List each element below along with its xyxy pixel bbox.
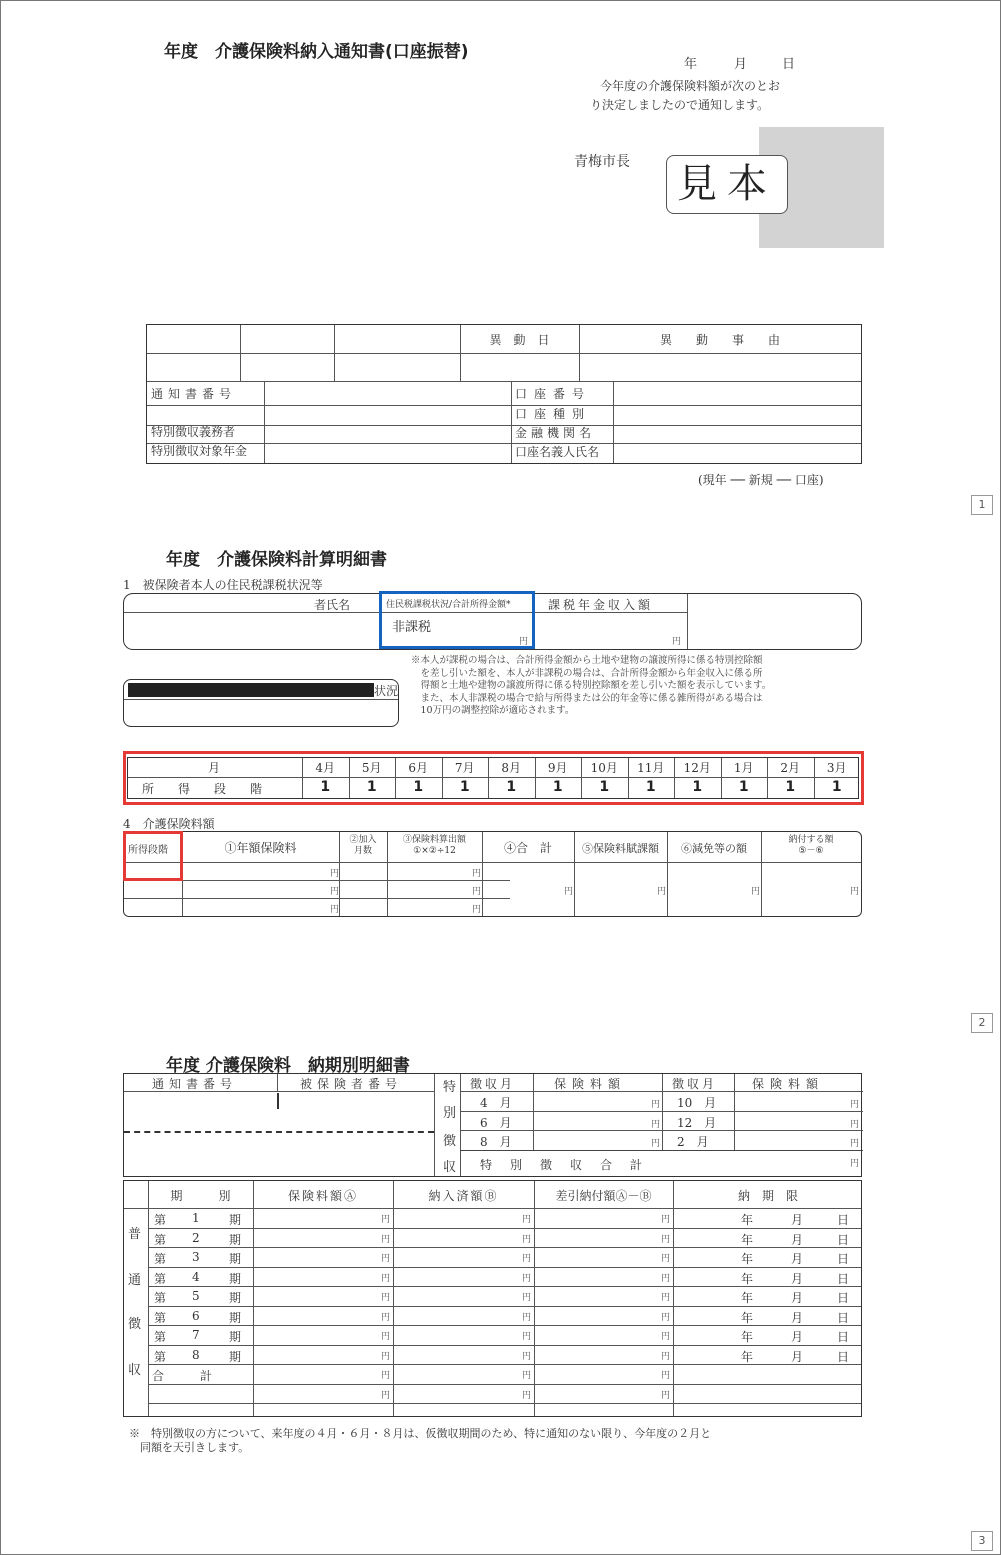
tax-note-line: 10万円の調整控除が適応されます。 bbox=[411, 705, 575, 716]
deadline-m: 月 bbox=[791, 1330, 804, 1344]
yen-mark: 円 bbox=[381, 1293, 391, 1303]
yen-mark: 円 bbox=[661, 1332, 671, 1342]
yen-mark: 円 bbox=[661, 1293, 671, 1303]
yen-mark: 円 bbox=[850, 1159, 860, 1169]
deadline-d: 日 bbox=[837, 1252, 850, 1266]
fee-carry-header: ⑤保険料賦課額 bbox=[582, 842, 659, 855]
special-month-8: 8 月 bbox=[480, 1135, 512, 1149]
tax-note-line: ※本人が課税の場合は、合計所得金額から土地や建物の譲渡所得に係る特別控除額 bbox=[411, 655, 763, 666]
special-side-label: 特 bbox=[443, 1080, 457, 1095]
yen-mark: 円 bbox=[330, 869, 340, 879]
row-divider bbox=[148, 1228, 861, 1229]
yen-mark: 円 bbox=[522, 1215, 532, 1225]
change-reason-header: 異 動 事 由 bbox=[659, 333, 780, 347]
notice-message-line1: 今年度の介護保険料額が次のとお bbox=[600, 79, 781, 93]
deadline-d: 日 bbox=[837, 1271, 850, 1286]
special-side-label: 収 bbox=[443, 1160, 457, 1175]
period-label-dai: 第 bbox=[154, 1271, 167, 1286]
deadline-m: 月 bbox=[791, 1291, 804, 1305]
income-stage-value: 1 bbox=[785, 779, 796, 795]
deadline-d: 日 bbox=[837, 1310, 850, 1325]
notice-title: 年度 介護保険料納入通知書(口座振替) bbox=[164, 42, 469, 62]
yen-mark: 円 bbox=[522, 1293, 532, 1303]
special-collection-table bbox=[123, 1073, 862, 1177]
yen-mark: 円 bbox=[850, 887, 860, 897]
tax-note bbox=[411, 655, 771, 718]
row-divider bbox=[148, 1345, 861, 1346]
row-divider bbox=[148, 1286, 861, 1287]
month-header: 5月 bbox=[361, 761, 382, 775]
page-marker-1: 1 bbox=[971, 495, 993, 515]
normal-paid-header: 納入済額Ⓑ bbox=[428, 1189, 499, 1203]
month-header: 4月 bbox=[315, 761, 336, 775]
yen-mark: 円 bbox=[522, 1312, 532, 1323]
yen-mark: 円 bbox=[381, 1234, 391, 1245]
redacted-bar bbox=[128, 683, 374, 697]
period-label-n: 1 bbox=[192, 1211, 200, 1225]
notice-number-label: 通知書番号 bbox=[151, 387, 237, 401]
yen-mark: 円 bbox=[381, 1215, 391, 1225]
month-header: 6月 bbox=[408, 761, 429, 775]
tax-note-line: 得額と土地や建物の譲渡所得に係る特別控除額を差し引いた額を表示しています。 bbox=[411, 680, 772, 691]
month-header: 9月 bbox=[547, 761, 568, 775]
yen-mark: 円 bbox=[651, 1139, 661, 1149]
income-stage-value: 1 bbox=[831, 779, 842, 795]
income-stage-value: 1 bbox=[599, 779, 610, 795]
period-label-n: 3 bbox=[192, 1250, 200, 1264]
period-label-ki: 期 bbox=[229, 1232, 242, 1247]
row-divider bbox=[148, 1267, 861, 1268]
period-label-ki: 期 bbox=[229, 1349, 242, 1364]
yen-mark: 円 bbox=[381, 1371, 391, 1381]
row-divider bbox=[148, 1364, 861, 1365]
special-month-4: 4 月 bbox=[480, 1096, 512, 1110]
period-label-n: 6 bbox=[192, 1308, 200, 1323]
pension-income-header: 課税年金収入額 bbox=[548, 598, 654, 612]
month-header: 8月 bbox=[501, 761, 522, 775]
yen-mark: 円 bbox=[381, 1390, 391, 1401]
yen-mark: 円 bbox=[661, 1273, 671, 1284]
sample-stamp: 見本 bbox=[666, 155, 788, 214]
deadline-m: 月 bbox=[791, 1252, 804, 1266]
deadline-m: 月 bbox=[791, 1271, 804, 1286]
bank-name-label: 金融機関名 bbox=[515, 426, 596, 440]
period-label-dai: 第 bbox=[154, 1252, 167, 1266]
fee-calc-header-line2: ①×②÷12 bbox=[413, 846, 456, 856]
yen-mark: 円 bbox=[657, 887, 667, 897]
fee-calc-header bbox=[387, 835, 482, 857]
yen-mark: 円 bbox=[661, 1215, 671, 1225]
page-marker-2: 2 bbox=[971, 1013, 993, 1033]
account-number-label: 口座番号 bbox=[515, 387, 592, 401]
stage-table-highlight bbox=[123, 751, 864, 805]
fee-pay-header-line2: ⑤－⑥ bbox=[798, 846, 824, 856]
special-total-label: 特 別 徴 収 合 計 bbox=[480, 1158, 646, 1172]
account-type-label: 口座種別 bbox=[515, 407, 592, 421]
month-header: 1月 bbox=[733, 761, 754, 775]
stage-header-highlight bbox=[123, 831, 183, 881]
month-header: 12月 bbox=[683, 761, 711, 775]
yen-mark: 円 bbox=[381, 1351, 391, 1362]
fee-calc-header-line1: ③保険料算出額 bbox=[402, 835, 466, 845]
deadline-y: 年 bbox=[741, 1349, 754, 1364]
deadline-d: 日 bbox=[837, 1291, 850, 1305]
yen-mark: 円 bbox=[850, 1120, 860, 1130]
notice-date-day: 日 bbox=[782, 57, 796, 72]
deadline-d: 日 bbox=[837, 1232, 850, 1247]
period-label-ki: 期 bbox=[229, 1271, 242, 1286]
notice-info-table bbox=[146, 324, 862, 464]
special-side-label: 別 bbox=[443, 1106, 457, 1121]
period-label-n: 2 bbox=[192, 1230, 200, 1245]
yen-mark: 円 bbox=[381, 1254, 391, 1264]
yen-mark: 円 bbox=[472, 869, 482, 879]
footer-note-line2: 同額を天引きします。 bbox=[129, 1441, 250, 1454]
calc-section4-heading: 4 介護保険料額 bbox=[123, 817, 215, 831]
notice-message-line2: り決定しましたので通知します。 bbox=[590, 98, 770, 112]
income-stage-value: 1 bbox=[692, 779, 703, 795]
special-side-label: 徴 bbox=[443, 1134, 457, 1149]
normal-side-label: 徴 bbox=[128, 1317, 142, 1332]
yen-mark: 円 bbox=[522, 1254, 532, 1264]
yen-mark: 円 bbox=[850, 1139, 860, 1149]
yen-mark: 円 bbox=[522, 1351, 532, 1362]
special-month-10: 10 月 bbox=[677, 1096, 717, 1110]
household-status-label: 状況 bbox=[374, 684, 399, 698]
fee-pay-header bbox=[761, 835, 861, 857]
fee-months-header bbox=[339, 835, 387, 857]
deadline-y: 年 bbox=[741, 1252, 754, 1266]
income-stage-value: 1 bbox=[366, 779, 377, 795]
normal-balance-header: 差引納付額Ⓐ－Ⓑ bbox=[555, 1189, 652, 1203]
normal-total-label: 合 計 bbox=[152, 1369, 213, 1383]
deadline-y: 年 bbox=[741, 1271, 754, 1286]
month-header: 3月 bbox=[826, 761, 847, 775]
yen-mark: 円 bbox=[472, 905, 482, 915]
yen-mark: 円 bbox=[651, 1120, 661, 1130]
mayor-name: 青梅市長 bbox=[574, 154, 630, 170]
normal-side-label: 収 bbox=[128, 1363, 142, 1378]
fee-reduction-header: ⑥減免等の額 bbox=[681, 842, 747, 855]
insured-name-header: 者氏名 bbox=[314, 598, 351, 612]
period-label-ki: 期 bbox=[229, 1291, 242, 1305]
deadline-y: 年 bbox=[741, 1213, 754, 1227]
special-amount-header-2: 保険料額 bbox=[752, 1077, 825, 1091]
tax-note-line: を差し引いた額を、本人が非課税の場合は、合計所得金額から年金収入に係る所 bbox=[411, 667, 763, 679]
normal-fee-header: 保険料額Ⓐ bbox=[287, 1189, 358, 1203]
income-stage-value: 1 bbox=[506, 779, 517, 795]
stage-row-label: 所 得 段 階 bbox=[142, 782, 269, 796]
tax-status-value: 非課税 bbox=[392, 620, 432, 635]
deadline-m: 月 bbox=[791, 1310, 804, 1325]
deadline-y: 年 bbox=[741, 1330, 754, 1344]
special-month-12: 12 月 bbox=[677, 1116, 717, 1130]
row-divider bbox=[124, 1208, 861, 1209]
deadline-y: 年 bbox=[741, 1291, 754, 1305]
notice-date-month: 月 bbox=[734, 57, 748, 72]
yen-mark: 円 bbox=[522, 1234, 532, 1245]
page-marker-3: 3 bbox=[971, 1531, 993, 1551]
fee-table bbox=[123, 831, 862, 917]
deadline-m: 月 bbox=[791, 1213, 804, 1227]
months-row-label: 月 bbox=[208, 761, 221, 775]
account-holder-label: 口座名義人氏名 bbox=[515, 445, 600, 459]
tax-status-header: 住民税課税状況/合計所得金額* bbox=[386, 600, 511, 610]
tax-note-line: また、本人非課税の場合で給与所得または公的年金等に係る雑所得がある場合は bbox=[411, 692, 763, 704]
special-amount-header: 保険料額 bbox=[554, 1077, 627, 1091]
yen-mark: 円 bbox=[661, 1371, 671, 1381]
month-header: 7月 bbox=[454, 761, 475, 775]
tax-status-yen: 円 bbox=[519, 637, 529, 647]
deadline-d: 日 bbox=[837, 1349, 850, 1364]
period-label-dai: 第 bbox=[154, 1213, 167, 1227]
yen-mark: 円 bbox=[330, 887, 340, 897]
normal-deadline-header: 納 期 限 bbox=[737, 1189, 798, 1203]
row-divider bbox=[148, 1306, 861, 1307]
deadline-y: 年 bbox=[741, 1232, 754, 1247]
schedule-insured-no-label: 被保険者番号 bbox=[300, 1077, 403, 1091]
month-header: 10月 bbox=[590, 761, 618, 775]
normal-period-header: 期 別 bbox=[170, 1189, 231, 1203]
period-label-n: 7 bbox=[192, 1328, 200, 1342]
schedule-title: 年度 介護保険料 納期別明細書 bbox=[166, 1056, 410, 1076]
notice-footnote: (現年 ── 新規 ── 口座) bbox=[698, 473, 824, 487]
schedule-notice-no-label: 通知書番号 bbox=[152, 1077, 238, 1091]
tax-status-highlight bbox=[379, 591, 535, 649]
fee-pay-header-line1: 納付する額 bbox=[788, 835, 834, 845]
yen-mark: 円 bbox=[522, 1273, 532, 1284]
normal-collection-table bbox=[123, 1180, 862, 1417]
row-divider bbox=[148, 1247, 861, 1248]
special-month-header: 徴収月 bbox=[470, 1077, 516, 1091]
special-collector-label: 特別徴収義務者 bbox=[151, 425, 236, 439]
yen-mark: 円 bbox=[472, 887, 482, 897]
row-divider bbox=[148, 1325, 861, 1326]
yen-mark: 円 bbox=[850, 1100, 860, 1110]
period-label-ki: 期 bbox=[229, 1310, 242, 1325]
special-month-header-2: 徴収月 bbox=[672, 1077, 718, 1091]
special-month-6: 6 月 bbox=[480, 1116, 512, 1130]
normal-side-label: 通 bbox=[128, 1273, 142, 1288]
income-stage-value: 1 bbox=[645, 779, 656, 795]
row-divider bbox=[148, 1384, 861, 1385]
month-header: 2月 bbox=[780, 761, 801, 775]
period-label-dai: 第 bbox=[154, 1310, 167, 1325]
yen-mark: 円 bbox=[651, 1100, 661, 1110]
period-label-ki: 期 bbox=[229, 1213, 242, 1227]
yen-mark: 円 bbox=[381, 1332, 391, 1342]
yen-mark: 円 bbox=[522, 1332, 532, 1342]
normal-side-label: 普 bbox=[128, 1227, 142, 1242]
special-pension-label: 特別徴収対象年金 bbox=[151, 444, 248, 458]
calc-title: 年度 介護保険料計算明細書 bbox=[166, 550, 387, 570]
yen-mark: 円 bbox=[381, 1312, 391, 1323]
deadline-m: 月 bbox=[791, 1349, 804, 1364]
income-stage-value: 1 bbox=[552, 779, 563, 795]
income-stage-value: 1 bbox=[459, 779, 470, 795]
fee-months-header-line2: 月数 bbox=[353, 846, 372, 856]
change-date-header: 異 動 日 bbox=[489, 333, 550, 347]
special-month-2: 2 月 bbox=[677, 1135, 709, 1149]
calc-section1-heading: 1 被保険者本人の住民税課税状況等 bbox=[123, 578, 323, 592]
fee-annual-header: ①年額保険料 bbox=[224, 841, 297, 855]
fee-total-header: ④合 計 bbox=[503, 841, 552, 855]
footer-note-line1: ※ 特別徴収の方について、来年度の４月・６月・８月は、仮徴収期間のため、特に通知のない限り、今年度の２月と bbox=[129, 1427, 712, 1440]
income-stage-value: 1 bbox=[738, 779, 749, 795]
yen-mark: 円 bbox=[522, 1390, 532, 1401]
household-status-box bbox=[123, 679, 399, 727]
period-label-dai: 第 bbox=[154, 1291, 167, 1305]
month-header: 11月 bbox=[637, 761, 665, 775]
yen-mark: 円 bbox=[661, 1234, 671, 1245]
yen-mark: 円 bbox=[661, 1390, 671, 1401]
period-label-ki: 期 bbox=[229, 1330, 242, 1344]
period-label-dai: 第 bbox=[154, 1349, 167, 1364]
period-label-dai: 第 bbox=[154, 1330, 167, 1344]
pension-income-yen: 円 bbox=[672, 637, 682, 647]
period-label-dai: 第 bbox=[154, 1232, 167, 1247]
yen-mark: 円 bbox=[330, 905, 340, 915]
yen-mark: 円 bbox=[381, 1273, 391, 1284]
yen-mark: 円 bbox=[522, 1371, 532, 1381]
period-label-n: 8 bbox=[192, 1347, 200, 1362]
yen-mark: 円 bbox=[661, 1351, 671, 1362]
period-label-n: 4 bbox=[192, 1269, 200, 1284]
notice-date-year: 年 bbox=[684, 57, 698, 72]
period-label-ki: 期 bbox=[229, 1252, 242, 1266]
yen-mark: 円 bbox=[751, 887, 761, 897]
deadline-d: 日 bbox=[837, 1330, 850, 1344]
yen-mark: 円 bbox=[564, 887, 574, 897]
deadline-y: 年 bbox=[741, 1310, 754, 1325]
period-label-n: 5 bbox=[192, 1289, 200, 1303]
yen-mark: 円 bbox=[661, 1312, 671, 1323]
income-stage-value: 1 bbox=[413, 779, 424, 795]
yen-mark: 円 bbox=[661, 1254, 671, 1264]
income-stage-value: 1 bbox=[320, 779, 331, 795]
row-divider bbox=[148, 1403, 861, 1404]
fee-months-header-line1: ②加入 bbox=[349, 835, 377, 845]
deadline-d: 日 bbox=[837, 1213, 850, 1227]
deadline-m: 月 bbox=[791, 1232, 804, 1247]
fee-stage-header: 所得段階 bbox=[128, 845, 168, 856]
